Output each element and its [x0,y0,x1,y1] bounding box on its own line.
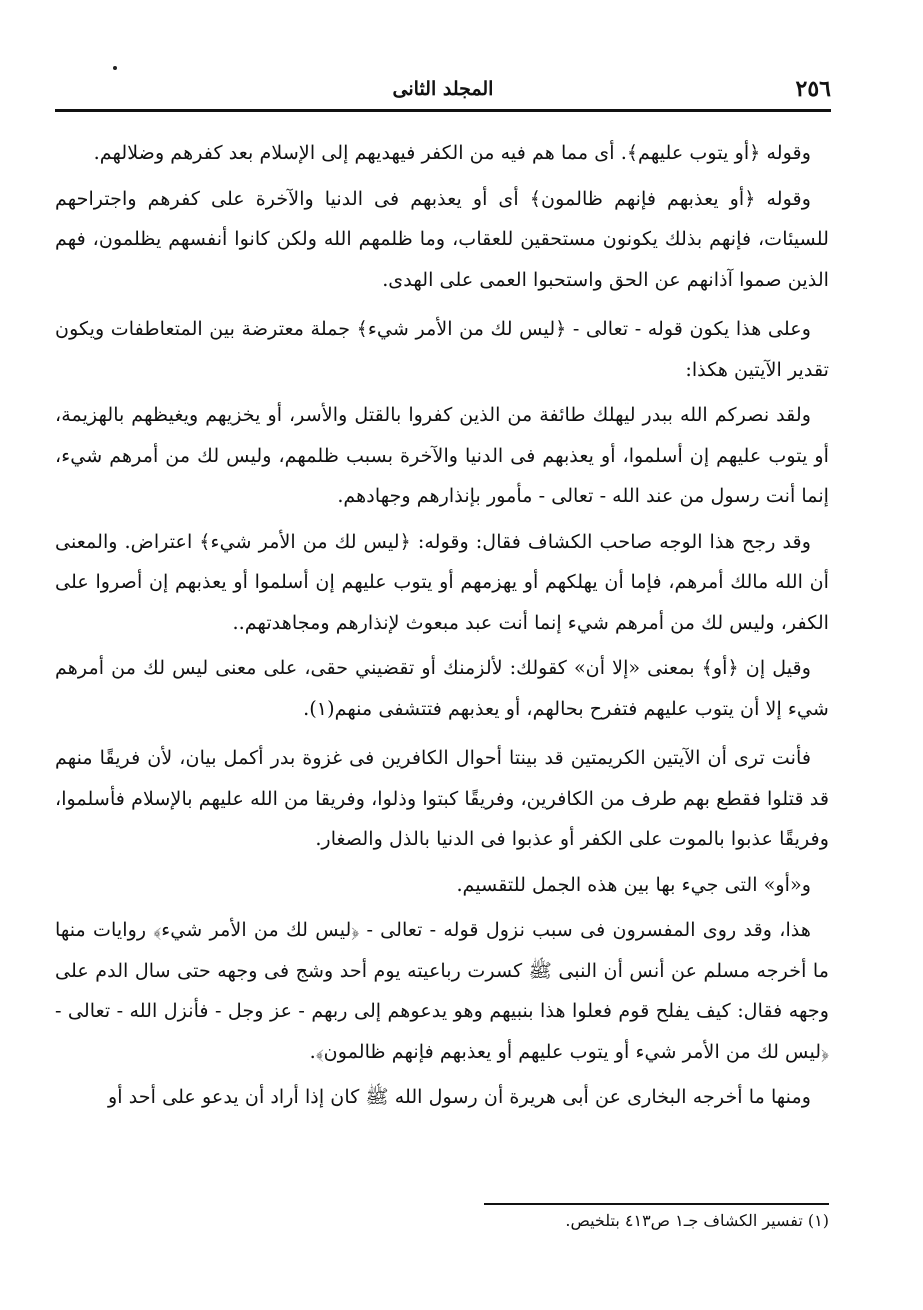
paragraph: ومنها ما أخرجه البخارى عن أبى هريرة أن رسول الله ﷺ كان إذا أراد أن يدعو على أحد أو [108,1085,811,1108]
paragraph: وقيل إن ﴿أو﴾ بمعنى «إلا أن» كقولك: لألزمنك أو تقضيني حقى، على معنى ليس لك من أمرهم شيء إلا أن يتوب عليهم فتفرح بحالهم، أو يعذبهم فتتشفى منهم(١). [55,656,829,720]
paragraph: هذا، وقد روى المفسرون فى سبب نزول قوله - تعالى - ﴿ليس لك من الأمر شيء﴾ روايات منها ما أخرجه مسلم عن أنس أن النبى ﷺ كسرت رباعيته يوم أحد وشج فى وجهه حتى سال الدم على وجهه فقال: كيف يفلح قوم فعلوا هذا بنبيهم وهو يدعوهم إلى ربهم - عز وجل - فأنزل الله - تعالى - ﴿ليس لك من الأمر شيء أو يتوب عليهم أو يعذبهم فإنهم ظالمون﴾. [55,918,829,1063]
header-divider [55,109,831,112]
page-number: ٢٥٦ [795,76,831,102]
paragraph: وقوله ﴿أو يعذبهم فإنهم ظالمون﴾ أى أو يعذبهم فى الدنيا والآخرة على كفرهم واجتراحهم للسيئات، فإنهم بذلك يكونون مستحقين للعقاب، وما ظلمهم الله ولكن كانوا أنفسهم يظلمون، فهم الذين صموا آذانهم عن الحق واستحبوا العمى على الهدى. [55,186,829,291]
paragraph: فأنت ترى أن الآيتين الكريمتين قد بينتا أحوال الكافرين فى غزوة بدر أكمل بيان، لأن فريقًا منهم قد قتلوا فقطع بهم طرف من الكافرين، وفريقًا كبتوا وذلوا، وفريقا من الله عليهم بالإسلام فأسلموا، وفريقًا عذبوا بالموت على الكفر أو عذبوا فى الدنيا بالذل والصغار. [55,746,829,850]
footnote: (١) تفسير الكشاف جـ١ ص٤١٣ بتلخيص. [565,1211,829,1230]
page-header [55,76,831,106]
paragraph: وقد رجح هذا الوجه صاحب الكشاف فقال: وقوله: ﴿ليس لك من الأمر شيء﴾ اعتراض. والمعنى أن الله مالك أمرهم، فإما أن يهلكهم أو يهزمهم أو يتوب عليهم إن أسلموا أو يعذبهم إن أصروا على الكفر، وليس لك من أمرهم شيء إنما أنت عبد مبعوث لإنذارهم ومجاهدتهم.. [55,529,829,634]
paragraph: وعلى هذا يكون قوله - تعالى - ﴿ليس لك من الأمر شيء﴾ جملة معترضة بين المتعاطفات ويكون تقدير الآيتين هكذا: [55,317,829,381]
body-text [55,133,829,1123]
volume-title: المجلد الثانى [392,78,494,100]
print-speck [113,66,117,70]
footnote-divider [484,1203,829,1205]
paragraph: و«أو» التى جيء بها بين هذه الجمل للتقسيم. [456,872,811,896]
paragraph: وقوله ﴿أو يتوب عليهم﴾. أى مما هم فيه من الكفر فيهديهم إلى الإسلام بعد كفرهم وضلالهم. [93,141,811,164]
paragraph: ولقد نصركم الله ببدر ليهلك طائفة من الذين كفروا بالقتل والأسر، أو يخزيهم ويغيظهم بالهزيمة، أو يتوب عليهم إن أسلموا، أو يعذبهم فى الدنيا والآخرة بسبب ظلمهم، وليس لك من أمرهم شيء، إنما أنت رسول من عند الله - تعالى - مأمور بإنذارهم وجهادهم. [55,403,829,507]
